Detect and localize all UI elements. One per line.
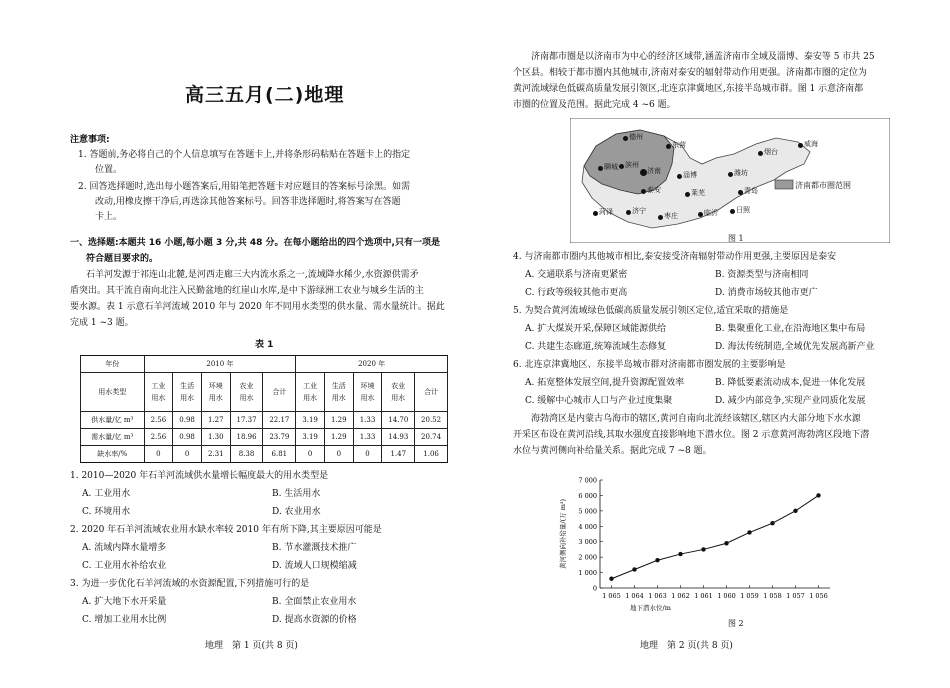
section-heading: 符合题目要求的。	[86, 254, 159, 264]
exam-title: 高三五月(二)地理	[185, 84, 345, 106]
x-tick-label: 1 062	[671, 592, 690, 600]
option: C. 环境用水	[82, 507, 131, 517]
city-dot	[619, 164, 624, 169]
option: D. 海汰传统制造,全域优先发展高新产业	[715, 342, 875, 352]
row-label: 缺水率/%	[81, 446, 145, 463]
x-tick-label: 1 063	[648, 592, 667, 600]
table-cell: 20.74	[415, 429, 448, 446]
city-dot	[738, 190, 743, 195]
data-point	[678, 552, 682, 556]
data-point	[655, 558, 659, 562]
x-tick-label: 1 060	[717, 592, 736, 600]
figure-1-caption: 图 1	[728, 234, 744, 243]
option: B. 节水灌溉技术推广	[272, 543, 357, 553]
option: B. 资源类型与济南相同	[715, 270, 809, 280]
col-header: 合计	[263, 373, 296, 412]
y-tick-label: 1 000	[578, 569, 597, 578]
table-cell: 0.98	[173, 429, 202, 446]
city-dot	[640, 169, 647, 176]
table-cell: 1.29	[324, 429, 353, 446]
table-cell: 3.19	[296, 429, 325, 446]
table-cell: 1.06	[415, 446, 448, 463]
col-header: 生活 用水	[173, 373, 202, 412]
passage-line: 海勃湾区是内蒙古乌海市的辖区,黄河自南向北流经该辖区,辖区内大部分地下水水源	[531, 414, 861, 424]
table-cell: 1.33	[353, 429, 382, 446]
option: A. 流域内降水量增多	[82, 543, 167, 553]
col-header: 农业 用水	[230, 373, 263, 412]
data-point	[793, 509, 797, 513]
option: A. 工业用水	[82, 489, 131, 499]
city-label: 枣庄	[664, 212, 678, 220]
data-point	[816, 493, 820, 497]
city-label: 威海	[804, 140, 818, 148]
data-point	[770, 521, 774, 525]
option: D. 提高水资源的价格	[272, 615, 357, 625]
city-dot	[728, 172, 733, 177]
option: B. 全面禁止农业用水	[272, 597, 357, 607]
option: D. 流域人口规模缩减	[272, 561, 357, 571]
table-row	[81, 412, 448, 429]
city-label: 泰安	[647, 186, 661, 194]
option: D. 农业用水	[272, 507, 321, 517]
col-header: 生活 用水	[324, 373, 353, 412]
y-tick-label: 7 000	[578, 476, 597, 485]
data-point	[724, 541, 728, 545]
city-label: 潍坊	[734, 169, 748, 177]
figure-2-caption: 图 2	[728, 619, 744, 628]
table-cell: 0	[144, 446, 173, 463]
city-dot	[641, 189, 646, 194]
option: D. 减少内部竞争,实现产业同质化发展	[715, 396, 866, 406]
page-footer: 地理 第 2 页(共 8 页)	[640, 641, 733, 651]
table-cell: 0.98	[173, 412, 202, 429]
x-tick-label: 1 058	[763, 592, 782, 600]
city-label: 临沂	[704, 209, 718, 217]
y-tick-label: 0	[592, 584, 597, 593]
city-dot	[730, 209, 735, 214]
table-cell: 18.96	[230, 429, 263, 446]
city-label: 聊城	[604, 163, 618, 171]
page-footer: 地理 第 1 页(共 8 页)	[205, 641, 298, 651]
city-label: 滨州	[625, 161, 639, 169]
table-row	[81, 446, 448, 463]
y-tick-label: 2 000	[578, 553, 597, 562]
map-legend-label: 济南都市圈范围	[795, 181, 851, 190]
table-title: 表 1	[255, 340, 274, 350]
table-cell: 20.52	[415, 412, 448, 429]
table-cell: 17.37	[230, 412, 263, 429]
type-header: 用水类型	[81, 373, 145, 412]
passage-line: 完成 1 ~3 题。	[70, 318, 134, 328]
y-axis-label: 黄河侧向补给量/(万 m³)	[559, 498, 567, 570]
row-label: 需水量/亿 m³	[81, 429, 145, 446]
notice-line: 卡上。	[95, 212, 123, 222]
option: B. 降低要素流动成本,促进一体化发展	[715, 378, 866, 388]
y-tick-label: 6 000	[578, 491, 597, 500]
notice-line: 1. 答题前,务必将自己的个人信息填写在答题卡上,并将条形码粘贴在答题卡上的指定	[78, 150, 411, 160]
recharge-chart	[550, 470, 840, 615]
city-dot	[698, 212, 703, 217]
col-header: 农业 用水	[382, 373, 415, 412]
table-cell: 1.33	[353, 412, 382, 429]
notice-line: 2. 回答选择题时,选出每小题答案后,用铅笔把答题卡对应题目的答案标号涂黑。如需	[78, 182, 411, 192]
city-dot	[666, 144, 671, 149]
city-label: 淄博	[683, 171, 697, 179]
x-tick-label: 1 057	[786, 592, 805, 600]
right-page	[475, 0, 950, 688]
table-cell: 0	[173, 446, 202, 463]
notice-title: 注意事项:	[70, 135, 110, 145]
legend-swatch	[775, 180, 793, 189]
table-cell: 1.29	[324, 412, 353, 429]
table-cell: 0	[296, 446, 325, 463]
question-stem: 4. 与济南都市圈内其他城市相比,泰安接受济南辐射带动作用更强,主要原因是泰安	[513, 252, 837, 262]
option: A. 交通联系与济南更紧密	[525, 270, 628, 280]
city-dot	[626, 210, 631, 215]
passage-line: 盾突出。其干流自南向北注入民勤盆地的红崖山水库,是中下游绿洲工农业与城乡生活的主	[70, 286, 424, 296]
notice-line: 改动,用橡皮擦干净后,再选涂其他答案标号。回答非选择题时,将答案写在答题	[95, 197, 401, 207]
table-cell: 3.19	[296, 412, 325, 429]
y-tick-label: 3 000	[578, 538, 597, 547]
option: A. 拓宽整体发展空间,提升资源配置效率	[525, 378, 685, 388]
row-label: 供水量/亿 m³	[81, 412, 145, 429]
year-header: 年份	[81, 356, 145, 373]
table-cell: 1.27	[201, 412, 230, 429]
option: B. 集聚重化工业,在沿海地区集中布局	[715, 324, 866, 334]
table-cell: 2.56	[144, 429, 173, 446]
col-header: 环境 用水	[201, 373, 230, 412]
city-label: 东营	[672, 141, 686, 149]
city-dot	[677, 174, 682, 179]
city-dot	[598, 166, 603, 171]
passage-line: 黄河流域绿色低碳高质量发展引领区,北连京津冀地区,东接半岛城市群。图 1 示意济南都	[513, 84, 864, 94]
city-label: 济宁	[632, 207, 646, 215]
table-cell: 14.70	[382, 412, 415, 429]
x-tick-label: 1 065	[602, 592, 621, 600]
y-tick-label: 4 000	[578, 522, 597, 531]
x-tick-label: 1 064	[625, 592, 644, 600]
question-stem: 6. 北连京津冀地区、东接半岛城市群对济南都市圈发展的主要影响是	[513, 360, 786, 370]
option: C. 共建生态廊道,统筹流域生态修复	[525, 342, 667, 352]
notice-line: 位置。	[95, 165, 123, 175]
table-cell: 0	[353, 446, 382, 463]
col-header: 工业 用水	[144, 373, 173, 412]
option: C. 缓解中心城市人口与产业过度集聚	[525, 396, 673, 406]
passage-line: 市圈的位置及范围。据此完成 4 ~6 题。	[513, 100, 676, 110]
question-stem: 1. 2010—2020 年石羊河流域供水量增长幅度最大的用水类型是	[70, 471, 329, 481]
y-tick-label: 5 000	[578, 507, 597, 516]
question-stem: 2. 2020 年石羊河流域农业用水缺水率较 2010 年有所下降,其主要原因可能是	[70, 525, 382, 535]
x-tick-label: 1 061	[694, 592, 713, 600]
col-header: 合计	[415, 373, 448, 412]
city-label: 青岛	[744, 187, 758, 195]
passage-line: 石羊河发源于祁连山北麓,是河西走廊三大内流水系之一,流域降水稀少,水资源供需矛	[86, 270, 419, 280]
city-dot	[758, 151, 763, 156]
city-label: 莱芜	[691, 189, 705, 197]
table-row	[81, 429, 448, 446]
year-2020: 2020 年	[296, 356, 448, 373]
water-table	[80, 355, 448, 463]
section-heading: 一、选择题:本题共 16 小题,每小题 3 分,共 48 分。在每小题给出的四个选项中,只有一项是	[70, 238, 440, 248]
passage-line: 济南都市圈是以济南市为中心的经济区域带,涵盖济南市全域及淄博、泰安等 5 市共 25	[531, 52, 875, 62]
table-cell: 14.93	[382, 429, 415, 446]
option: D. 消费市场较其他市更广	[715, 288, 818, 298]
city-dot	[623, 136, 628, 141]
passage-line: 个区县。相较于都市圈内其他城市,济南对泰安的辐射带动作用更强。济南都市圈的定位为	[513, 68, 867, 78]
table-cell: 8.38	[230, 446, 263, 463]
table-cell: 1.47	[382, 446, 415, 463]
city-dot	[658, 215, 663, 220]
option: C. 行政等级较其他市更高	[525, 288, 628, 298]
data-point	[747, 530, 751, 534]
table-cell: 22.17	[263, 412, 296, 429]
option: C. 工业用水补给农业	[82, 561, 167, 571]
passage-line: 开采区布设在黄河沿线,其取水强度直接影响地下潜水位。图 2 示意黄河海勃湾区段地下潜	[513, 430, 870, 440]
question-stem: 3. 为进一步优化石羊河流域的水资源配置,下列措施可行的是	[70, 579, 310, 589]
city-dot	[798, 143, 803, 148]
passage-line: 水位与黄河侧向补给量关系。据此完成 7 ~8 题。	[513, 446, 712, 456]
series-line	[612, 495, 819, 578]
table-cell: 2.56	[144, 412, 173, 429]
option: A. 扩大煤炭开采,保障区域能源供给	[525, 324, 667, 334]
table-cell: 23.79	[263, 429, 296, 446]
x-axis-label: 地下潜水位/m	[630, 604, 671, 612]
col-header: 环境 用水	[353, 373, 382, 412]
passage-line: 要水源。表 1 示意石羊河流域 2010 年与 2020 年不同用水类型的供水量、需水量统计。据此	[70, 302, 445, 312]
x-tick-label: 1 056	[809, 592, 828, 600]
year-2010: 2010 年	[144, 356, 296, 373]
x-tick-label: 1 059	[740, 592, 759, 600]
option: A. 扩大地下水开采量	[82, 597, 167, 607]
table-cell: 6.81	[263, 446, 296, 463]
city-label: 日照	[736, 206, 750, 214]
city-label: 菏泽	[599, 208, 613, 216]
city-label: 烟台	[764, 148, 778, 156]
city-label: 济南	[647, 167, 661, 175]
data-point	[609, 577, 613, 581]
city-label: 德州	[629, 133, 643, 141]
option: B. 生活用水	[272, 489, 321, 499]
city-dot	[593, 211, 598, 216]
col-header: 工业 用水	[296, 373, 325, 412]
table-cell: 2.31	[201, 446, 230, 463]
data-point	[632, 567, 636, 571]
table-cell: 0	[324, 446, 353, 463]
option: C. 增加工业用水比例	[82, 615, 167, 625]
city-dot	[685, 192, 690, 197]
table-cell: 1.30	[201, 429, 230, 446]
data-point	[701, 547, 705, 551]
question-stem: 5. 为契合黄河流域绿色低碳高质量发展引领区定位,适宜采取的措施是	[513, 306, 789, 316]
